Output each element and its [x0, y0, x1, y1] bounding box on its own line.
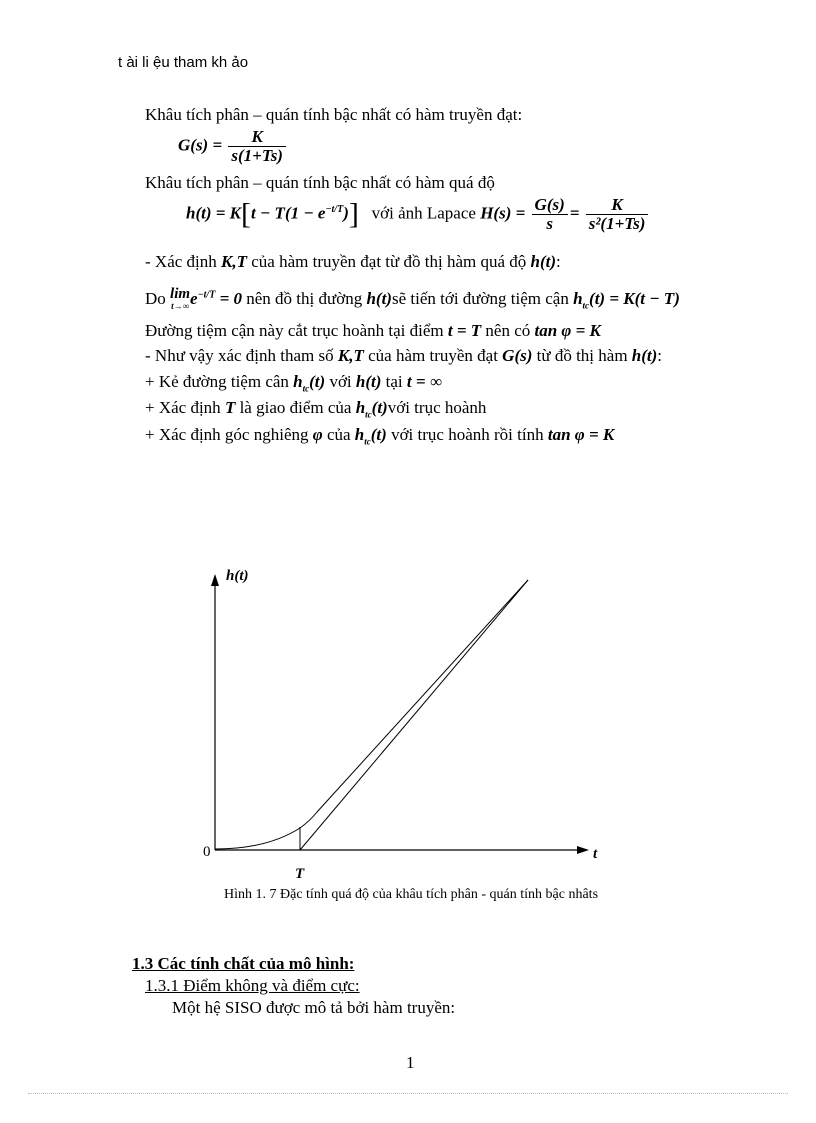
formula-h-close-paren: ): [343, 203, 349, 223]
text-line-6b: nên có: [485, 321, 531, 340]
math-KT-2: K,T: [337, 346, 364, 365]
text-line-9: [145, 398, 486, 419]
formula-H-lhs: H(s) =: [480, 203, 526, 223]
formula-G-fraction: [228, 128, 286, 165]
text-line-5b: nên đồ thị đường: [246, 288, 363, 308]
text-line-4: - Xác định K,T của hàm truyền đạt từ đồ thị hàm quá độ h(t):: [145, 252, 561, 271]
text-line-8b: với: [329, 372, 352, 391]
formula-h-inner: t − T(1 − e: [251, 203, 326, 223]
math-ht-4: h(t): [355, 372, 382, 391]
figure-caption: Hình 1. 7 Đặc tính quá độ của khâu tích phân - quán tính bậc nhâts: [224, 887, 599, 902]
page-header: t ài li ệu tham kh ảo: [118, 54, 249, 71]
page-number: 1: [406, 1053, 415, 1072]
text-line-8: [145, 372, 442, 393]
math-htc-2: $h_{tc}(t)$: [293, 372, 326, 394]
text-line-10: [145, 425, 614, 446]
y-axis-label: h(t): [226, 568, 249, 584]
text-line-6: [145, 321, 601, 341]
text-line-9a: + Xác định: [145, 398, 221, 417]
text-line-5: [145, 288, 680, 312]
formula-H-num2: K: [586, 196, 649, 215]
bracket-right: ]: [348, 197, 359, 231]
text-line-4b: của hàm truyền đạt từ đồ thị hàm quá độ: [251, 252, 527, 271]
math-phi: φ: [312, 425, 323, 444]
formula-step-response-line: $h(t) = K[t - T(1 - e^{-t/T})]$ với ảnh Lapace H(s) = $\frac{G(s)}{s}$ = $\frac{K}{\text{s²(1+Ts)}}$: [186, 196, 650, 233]
text-line-8a: + Kẻ đường tiệm cân: [145, 372, 289, 391]
math-htc-3: $h_{tc}(t)$: [355, 398, 388, 420]
text-with-laplace: với ảnh Lapace: [371, 203, 476, 223]
math-ht-1: h(t): [530, 252, 557, 271]
text-line-7b: của hàm truyền đạt: [368, 346, 498, 365]
math-htc-1: $h_{tc}(t) = K(t - T)$: [573, 288, 680, 311]
math-ht-2: h(t): [366, 288, 392, 308]
math-htc-4: $h_{tc}(t)$: [354, 425, 387, 447]
math-lim-word: lim: [170, 286, 191, 302]
formula-H-fraction-1: [532, 196, 568, 233]
subsection-heading: 1.3.1 Điểm không và điểm cực:: [145, 976, 360, 995]
formula-H-den1: s: [546, 214, 553, 233]
formula-h-lhs: h(t) = K: [186, 203, 242, 223]
tick-T-label: T: [295, 866, 305, 882]
math-tan-1: tan φ = K: [534, 321, 601, 340]
formula-G-denominator: s(1+Ts): [231, 146, 283, 165]
math-T: T: [224, 398, 236, 417]
y-axis-arrow-icon: [211, 574, 219, 586]
text-line-9c: với trục hoành: [387, 398, 487, 417]
step-response-curve: [215, 580, 528, 849]
section-heading: 1.3 Các tính chất của mô hình:: [132, 954, 355, 973]
text-line-10b: của: [326, 425, 351, 444]
text-line-8c: tại: [385, 372, 403, 391]
math-KT-1: K,T: [221, 252, 247, 271]
section-text: Một hệ SISO được mô tả bởi hàm truyền:: [172, 998, 456, 1017]
x-axis-label: t: [593, 846, 598, 862]
text-line-1: Khâu tích phân – quán tính bậc nhất có hàm truyền đạt:: [145, 105, 523, 124]
formula-H-fraction-2: [586, 196, 649, 233]
math-lim-exp: −t/T: [197, 289, 216, 301]
step-response-figure: [195, 560, 615, 890]
formula-H-num1: G(s): [532, 196, 568, 215]
x-axis-arrow-icon: [577, 846, 589, 854]
text-line-9b: là giao điểm của: [239, 398, 352, 417]
text-line-10a: + Xác định góc nghiêng: [145, 425, 309, 444]
text-line-6a: Đường tiệm cận này cắt trục hoành tại điểm: [145, 321, 444, 340]
formula-H-den2: s²(1+Ts): [588, 214, 646, 233]
origin-label: 0: [203, 844, 211, 860]
math-lim-sub: t→∞: [171, 301, 189, 311]
formula-G-numerator: K: [228, 128, 286, 147]
text-line-2: Khâu tích phân – quán tính bậc nhất có hàm quá độ: [145, 173, 495, 192]
math-tinf: t = ∞: [406, 372, 442, 391]
bracket-left: [: [241, 197, 252, 231]
math-tan-2: tan φ = K: [547, 425, 615, 444]
text-line-5a: Do: [145, 288, 166, 308]
text-line-7c: từ đồ thị hàm: [536, 346, 628, 365]
math-tT: t = T: [447, 321, 482, 340]
formula-G-lhs: G(s) =: [178, 135, 223, 155]
math-ht-3: h(t): [631, 346, 658, 365]
math-lim-eq: = 0: [219, 288, 243, 308]
asymptote-line: [300, 580, 528, 850]
math-lim: [170, 288, 190, 312]
text-line-5c: sẽ tiến tới đường tiệm cận: [391, 288, 569, 308]
formula-h-exponent: −t/T: [325, 203, 344, 215]
footer-divider: [28, 1093, 788, 1094]
text-line-7a: - Như vậy xác định tham số: [145, 346, 334, 365]
math-Gs: G(s): [502, 346, 533, 365]
math-lim-e: e: [190, 288, 198, 308]
text-line-7: - Như vậy xác định tham số K,T của hàm truyền đạt G(s) từ đồ thị hàm h(t):: [145, 346, 663, 365]
text-line-4a: - Xác định: [145, 252, 217, 271]
text-line-10c: với trục hoành rồi tính: [391, 425, 544, 444]
formula-transfer-function: [178, 128, 288, 165]
